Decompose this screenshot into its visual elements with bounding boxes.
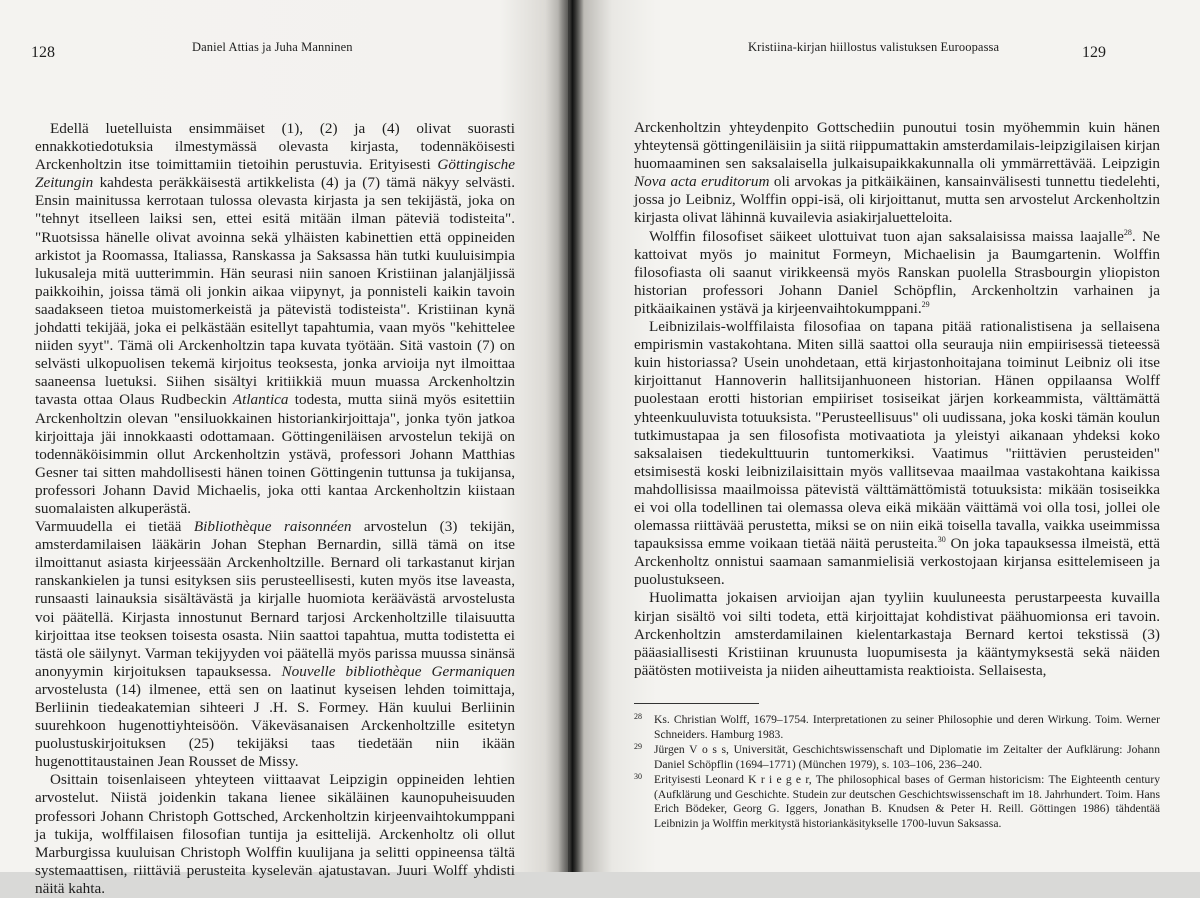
left-page: [0, 0, 568, 897]
footnote-mark: 30: [634, 772, 642, 781]
italic-title: Nouvelle bibliothèque Germaniquen: [281, 662, 516, 680]
paragraph: Osittain toisenlaiseen yhteyteen viittaavat Leipzigin oppineiden lehtien arvostelut. Niistä joidenkin takana lienee sikäläinen kaunopuheisuuden professori Johann Christoph Gottsched, Arckenholtzin kirjeenvaihtokumppani ja tukija, wolffilaisen filosofian tuntija ja esittelijä. Arckenholtz oli ollut Marburgissa kuuluisan Christoph Wolffin kuulijana ja selitti oppineensa tältä systemaattisen, riittäviä perusteita kyselevän ajatustavan. Juuri Wolff yhdisti näitä kahta.: [35, 771, 515, 897]
italic-title: Atlantica: [232, 391, 289, 409]
right-page: [568, 0, 1200, 872]
paragraph: Leibnizilais-wolffilaista filosofiaa on tapana pitää rationalistisena ja sellaisena empirismin vastakohtana. Miten sillä saattoi olla seurauja niin empiirisessä tieteessä kuin historiassa? Usein unohdetaan, että kirjastonhoitajana toiminut Leibniz oli itse kirjoittanut Hannoverin hallitsijanhuoneen historian. Hänen oppilaansa Wolff puolestaan erotti historian empiiriset tosiseikat järjen korkeammista, välttämättä yhteenkuuluvista totuuksista. "Perusteellisuus" oli uudissana, joka koski tämän koulun tutkimustapaa ja sen filosofista motivaatiota ja yleistyi aikanaan yhdeksi koko saksalaisen tiedekulttuurin tuntomerkiksi. Vaatimus "riittävien perusteiden" etsimisestä koski leibnizilaisittain myös vallitsevaa maailmaa vastakohtana kaikissa mahdollisissa maailmoissa pätevistä välttämättömistä totuuksista: mikään tosiseikka ei voi olla todellinen tai olemassa oleva eikä mikään väittämä voi olla tosi, jollei ole olemassa riittävää perustetta, miksi se on niin eikä toisella tavalla, vaikka useimmissa tapauksissa emme voikaan tietää näitä perusteita.$^{30}$ On joka tapauksessa ilmeistä, että Arckenholtz onnistui saamaan samanmielisiä verkostojaan kirjansa esittelemiseen ja puolustukseen.: [634, 318, 1160, 589]
footnotes: [634, 713, 1160, 832]
paragraph: Wolffin filosofiset säikeet ulottuivat tuon ajan saksalaisissa maissa laajalle$^{28}$. Ne kattoivat myös jo mainitut Formeyn, Michaelisin ja Baumgartenin. Wolffin filosofiasta oli saanut virikkeensä myös Ranskan puolella Strasbourgin yliopiston historian professori Johann Daniel Schöpflin, Arckenholtzin varhainen ja pitkäaikainen ystävä ja kirjeenvaihtokumppani.$^{29}$: [634, 227, 1160, 317]
right-page-number: 129: [1082, 44, 1106, 61]
footnote-ref[interactable]: 29: [921, 299, 930, 309]
italic-title: Bibliothèque raisonnéen: [193, 518, 352, 536]
paragraph: Huolimatta jokaisen arvioijan ajan tyyliin kuuluneesta perustarpeesta kuvailla kirjan sisältö voi silti todeta, että kirjoittajat kohdistivat päähuomionsa eri tavoin. Arckenholtzin amsterdamilainen kielentarkastaja Bernard kertoi tekstissä (3) pääasiallisesti Kristiinan kruunusta luopumisesta ja kääntymyksestä sekä näiden päätösten motiiveista ja niiden aiheuttamista reaktioista. Sellaisesta,: [634, 589, 1160, 679]
right-running-head: Kristiina-kirjan hiillostus valistuksen Euroopassa: [748, 40, 1000, 54]
paragraph: Varmuudella ei tietää Bibliothèque raisonnéen arvostelun (3) tekijän, amsterdamilaisen lääkärin Johan Stephan Bernardin, sillä tämä on itse ilmoittanut asiasta kirjeessään Arckenholtzille. Bernard oli tarkastanut kirjan ranskankielen ja tunsi esityksen siis perusteellisesti, kuten myös itse laveasta, runsaasti lainauksia sisältävästä ja kirjalle huomiota keräävästä arvostelusta voi päätellä. Kirjasta innostunut Bernard tarjosi Arckenholtzille tilaisuutta kirjoittaa itse teoksen toisesta osasta. Niin saattoi tapahtua, mutta todistetta ei tästä ole säilynyt. Varman tekijyyden voi päätellä myös parissa muussa sinänsä anonyymin kirjoituksen tapauksessa. Nouvelle bibliothèque Germaniquen arvostelusta (14) ilmenee, että sen on laatinut kyseisen lehden toimittaja, Berliinin tiedeakatemian sihteeri J .H. S. Formey. Hän kuului Berliinin suurehkoon hugenottiyhteisöön. Väkeväsanaisen Arckenholtzille esitetyn puolustuskirjoituksen (25) tekijäksi taas tiedetään niin ikään hugenottitaustainen Jean Rousset de Missy.: [35, 518, 516, 771]
left-body-text: [35, 120, 515, 898]
footnote-divider: [634, 703, 759, 704]
left-page-number: 128: [31, 44, 55, 61]
footnote-text: Erityisesti Leonard K r i e g e r, The philosophical bases of German historicism: The Eighteenth century (Aufklärung und Geschichte. Studein zur deutschen Geschichtswissenschaft im 18. Jahrhundert. Toim. Hans Erich Bödeker, Georg G. Iggers, Jonathan B. Knudsen & Peter H. Reill. Göttingen 1986) tähdentää Leibnizin ja Wolffin merkitystä historiankäsitykselle 1700-luvun Saksassa.: [654, 773, 1160, 830]
footnote-text: Ks. Christian Wolff, 1679–1754. Interpretationen zu seiner Philosophie und deren Wirkung. Toim. Werner Schneiders. Hamburg 1983.: [654, 713, 1160, 741]
footnote-ref[interactable]: 30: [937, 535, 946, 545]
paragraph: Arckenholtzin yhteydenpito Gottschediin punoutui tosin myöhemmin kuin hänen yhteytensä göttingeniläisiin ja siitä riippumattakin amsterdamilais-leipzigilaisen kirjan huomaaminen sen saksalaisella julkaisupaikkakunnalla oli ymmärrettävää. Leipzigin Nova acta eruditorum oli arvokas ja pitkäikäinen, kansainvälisesti tunnettu tiedelehti, jossa jo Leibniz, Wolffin oppi-isä, oli kirjoittanut, mutta sen arvostelut Arckenholtzin kirjasta olivat lähinnä kuvailevia asiakirjaluetteloita.: [634, 119, 1160, 227]
footnote-ref[interactable]: 28: [1123, 227, 1132, 237]
footnote: [634, 743, 1160, 772]
paragraph: Edellä luetelluista ensimmäiset (1), (2) ja (4) olivat suorasti ennakkotiedotuksia ilmestymässä olevasta kirjasta, todennäköisesti Arckenholtzin itse toimittamiin tietoihin perustuvia. Erityisesti Göttingische Zeitungin kahdesta peräkkäisestä artikkelista (4) ja (7) tämä näkyy selvästi. Ensin mainitussa kerrotaan tulossa olevasta kirjasta ja sen tekijästä, joka on "tehnyt itselleen laiksi sen, ettei esitä mitään ilman päteviä todisteita". "Ruotsissa hänelle olivat avoinna sekä ylhäisten kabinettien että oppineiden arkistot ja Roomassa, Italiassa, Ranskassa ja Saksassa hän tutki kuuluisimpia lukusaleja mitä uutterimmin. Hän seurasi niin sanoen Kristiinan jalanjäljissä paikkoihin, joissa tämä oli jonkin aikaa viipynyt, ja ponnisteli kaikin tavoin saadakseen tietoa muistomerkeistä ja pätevistä todisteista". Kristiinan kynä johdatti tekijää, joka ei pelkästään esitellyt tapahtumia, vaan myös "kehittelee niiden syyt". Tämä oli Arckenholtzin tapa kuvata työtään. Sitä vastoin (7) on selvästi ulkopuolisen tekemä kirjoitus teoksesta, jonka arvioija nyt ilmoittaa saaneensa luetuksi. Siihen sisältyi kritiikkiä muun muassa Arckenholtzin tavasta ottaa Olaus Rudbeckin Atlantica todesta, mutta siinä myös esitettiin Arckenholtzin olevan "ensiluokkainen historiankirjoittaja", jonka työn jatkoa kirjoittaja jäi innokkaasti odottamaan. Göttingeniläisen arvostelun tekijä on todennäköisimmin ollut Arckenholtzin ystävä, professori Johann Matthias Gesner tai sitten mahdollisesti hänen toinen Göttingenin tuttunsa ja tukijansa, professori Johann David Michaelis, joka otti kantaa Arckenholtzin kiistaan suomalaisten alkuperästä.: [35, 120, 516, 517]
footnote: [634, 713, 1160, 742]
footnote-text: Jürgen V o s s, Universität, Geschichtswissenschaft und Diplomatie im Zeitalter der Aufklärung: Johann Daniel Schöpflin (1694–1771) (München 1979), s. 103–106, 236–240.: [654, 743, 1160, 771]
italic-title: Nova acta eruditorum: [634, 173, 770, 191]
footnote-mark: 29: [634, 742, 642, 751]
italic-title: Göttingische Zeitungin: [35, 156, 516, 192]
left-running-head: Daniel Attias ja Juha Manninen: [192, 40, 353, 54]
right-body-text: [634, 119, 1160, 680]
footnote-mark: 28: [634, 712, 642, 721]
footnote: [634, 773, 1160, 831]
